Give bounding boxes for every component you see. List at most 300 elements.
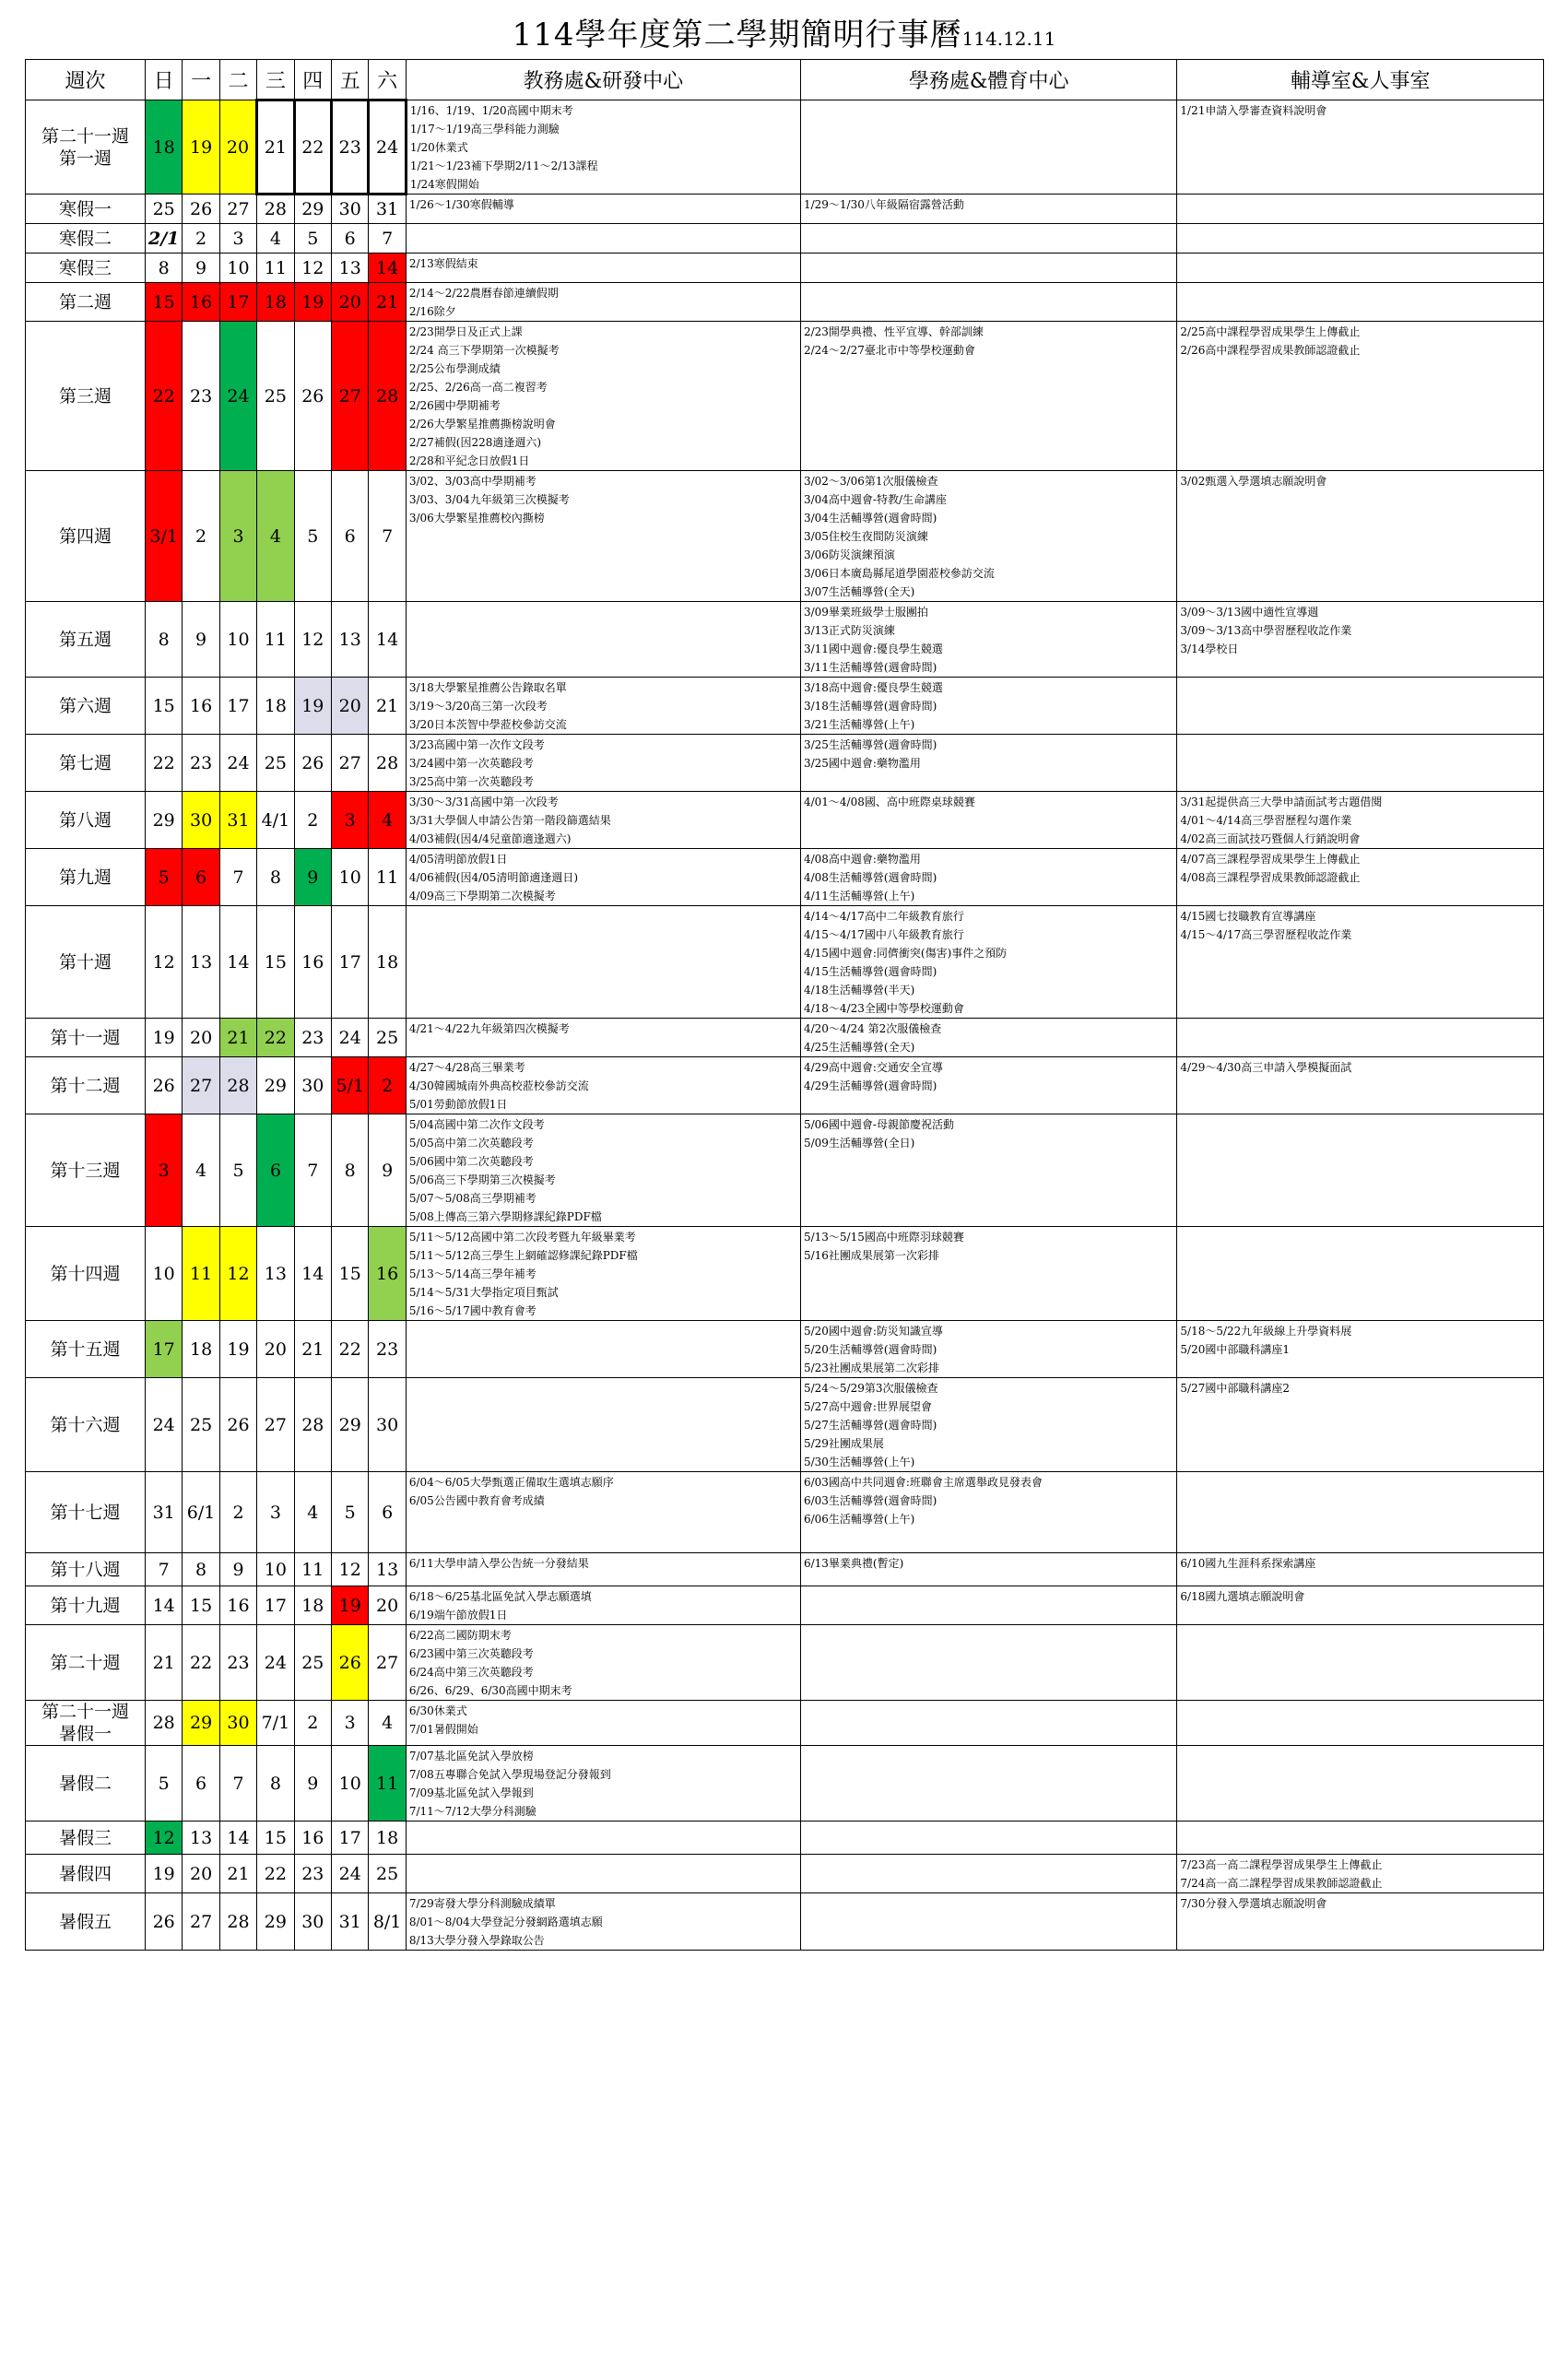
day-cell-sun: 2/1 xyxy=(145,224,182,253)
header-cell: 三 xyxy=(257,60,294,100)
event-item: 5/16社團成果展第一次彩排 xyxy=(803,1249,939,1262)
day-cell-sat: 7 xyxy=(369,471,406,602)
event-item: 3/23高國中第一次作文段考 xyxy=(408,738,545,751)
day-cell-tue: 2 xyxy=(219,1472,256,1553)
academic-events xyxy=(406,1472,800,1553)
day-cell-thu: 12 xyxy=(294,253,331,283)
event-item: 2/14～2/22農曆春節連續假期 xyxy=(408,287,559,300)
header-cell: 教務處&研發中心 xyxy=(406,60,800,100)
event-item: 6/13畢業典禮(暫定) xyxy=(803,1557,904,1570)
counsel-events xyxy=(1177,1553,1544,1586)
day-cell-sun: 14 xyxy=(145,1586,182,1625)
event-item: 5/04高國中第二次作文段考 xyxy=(408,1118,545,1131)
counsel-events xyxy=(1177,322,1544,471)
day-cell-thu: 26 xyxy=(294,735,331,792)
academic-events xyxy=(406,1822,800,1855)
event-item: 5/06國中週會-母親節慶祝活動 xyxy=(803,1118,954,1131)
student-events xyxy=(800,906,1176,1019)
week-label xyxy=(26,1227,146,1321)
student-events xyxy=(800,224,1176,253)
day-cell-sat: 8/1 xyxy=(369,1893,406,1951)
counsel-events xyxy=(1177,253,1544,283)
day-cell-mon: 2 xyxy=(183,224,219,253)
day-cell-wed: 22 xyxy=(257,1855,294,1893)
event-item: 1/17～1/19高三學科能力測驗 xyxy=(409,123,560,136)
event-item: 5/11～5/12高國中第二次段考暨九年級畢業考 xyxy=(408,1231,636,1244)
day-cell-thu: 18 xyxy=(294,1586,331,1625)
week-label-line: 第三週 xyxy=(58,385,112,407)
day-cell-wed: 17 xyxy=(257,1586,294,1625)
event-item: 1/26～1/30寒假輔導 xyxy=(408,198,514,211)
day-cell-sat: 18 xyxy=(369,906,406,1019)
week-label xyxy=(26,1822,146,1855)
event-item: 6/05公告國中教育會考成績 xyxy=(408,1494,545,1507)
counsel-events xyxy=(1177,1378,1544,1472)
day-cell-tue: 19 xyxy=(219,1321,256,1378)
week-label xyxy=(26,224,146,253)
day-cell-thu: 16 xyxy=(294,906,331,1019)
day-cell-tue: 24 xyxy=(219,735,256,792)
week-label-line: 第六週 xyxy=(58,695,112,716)
academic-events xyxy=(406,283,800,322)
day-cell-tue: 14 xyxy=(219,1822,256,1855)
event-item: 3/11國中週會:優良學生競選 xyxy=(803,643,943,655)
week-label-line: 第十三週 xyxy=(50,1160,121,1181)
header-cell: 二 xyxy=(219,60,256,100)
day-cell-tue: 16 xyxy=(219,1586,256,1625)
event-item: 4/11生活輔導營(上午) xyxy=(803,890,915,902)
page-title xyxy=(0,9,1568,54)
event-item: 1/21～1/23補下學期2/11～2/13課程 xyxy=(409,159,598,172)
event-item: 5/20生活輔導營(週會時間) xyxy=(803,1343,937,1356)
day-cell-wed: 15 xyxy=(257,1822,294,1855)
week-label-line: 第十四週 xyxy=(50,1263,121,1284)
event-item: 6/23國中第三次英聽段考 xyxy=(408,1647,534,1660)
week-label-line: 暑假二 xyxy=(58,1773,112,1794)
student-events xyxy=(800,1057,1176,1114)
event-item: 4/15國七技職教育宣導講座 xyxy=(1180,910,1316,923)
week-label-line: 寒假一 xyxy=(58,198,112,219)
week-label-line: 寒假三 xyxy=(58,257,112,278)
day-cell-mon: 29 xyxy=(183,1701,219,1746)
week-row xyxy=(26,1321,1544,1378)
day-cell-sat: 14 xyxy=(369,602,406,678)
week-row xyxy=(26,1586,1544,1625)
header-cell: 六 xyxy=(369,60,406,100)
day-cell-fri: 12 xyxy=(332,1553,369,1586)
day-cell-thu: 19 xyxy=(294,678,331,735)
week-label xyxy=(26,849,146,906)
day-cell-wed: 28 xyxy=(257,195,294,224)
day-cell-thu: 23 xyxy=(294,1855,331,1893)
day-cell-thu: 23 xyxy=(294,1019,331,1057)
event-item: 5/01勞動節放假1日 xyxy=(408,1098,508,1111)
week-label xyxy=(26,1625,146,1701)
week-label-line: 第十八週 xyxy=(50,1559,121,1580)
day-cell-sat: 30 xyxy=(369,1378,406,1472)
day-cell-fri: 24 xyxy=(332,1019,369,1057)
counsel-events xyxy=(1177,283,1544,322)
event-item: 6/03生活輔導營(週會時間) xyxy=(803,1494,937,1507)
event-item: 8/13大學分發入學錄取公告 xyxy=(408,1934,545,1947)
week-label-line: 第八週 xyxy=(58,809,112,831)
counsel-events xyxy=(1177,100,1544,195)
day-cell-thu: 14 xyxy=(294,1227,331,1321)
counsel-events xyxy=(1177,1586,1544,1625)
week-row xyxy=(26,1746,1544,1822)
student-events xyxy=(800,1701,1176,1746)
event-item: 6/03國高中共同週會:班聯會主席選舉政見發表會 xyxy=(803,1476,1043,1489)
week-row xyxy=(26,1227,1544,1321)
day-cell-sun: 7 xyxy=(145,1553,182,1586)
event-item: 4/21～4/22九年級第四次模擬考 xyxy=(408,1022,570,1035)
day-cell-mon: 13 xyxy=(183,906,219,1019)
event-item: 4/08生活輔導營(週會時間) xyxy=(803,871,937,884)
day-cell-sat: 18 xyxy=(369,1822,406,1855)
student-events xyxy=(800,1822,1176,1855)
event-item: 3/21生活輔導營(上午) xyxy=(803,718,915,731)
day-cell-thu: 9 xyxy=(294,1746,331,1822)
week-row xyxy=(26,1553,1544,1586)
day-cell-sat: 11 xyxy=(369,1746,406,1822)
event-item: 6/10國九生涯科系探索講座 xyxy=(1180,1557,1316,1570)
day-cell-fri: 10 xyxy=(332,849,369,906)
day-cell-mon: 6/1 xyxy=(183,1472,219,1553)
counsel-events xyxy=(1177,678,1544,735)
day-cell-sat: 27 xyxy=(369,1625,406,1701)
event-item: 5/07～5/08高三學期補考 xyxy=(408,1192,536,1205)
event-item: 2/13寒假結束 xyxy=(408,257,478,270)
event-item: 5/16～5/17國中教育會考 xyxy=(408,1304,536,1317)
week-label-line: 第十七週 xyxy=(50,1502,121,1523)
week-label-line: 第五週 xyxy=(58,629,112,650)
event-item: 5/11～5/12高三學生上網確認修課紀錄PDF檔 xyxy=(408,1249,638,1262)
event-item: 2/26高中課程學習成果教師認證截止 xyxy=(1180,344,1361,357)
day-cell-sat: 24 xyxy=(369,100,406,195)
day-cell-thu: 21 xyxy=(294,1321,331,1378)
event-item: 6/30休業式 xyxy=(408,1704,467,1717)
event-item: 4/01～4/14高三學習歷程勾選作業 xyxy=(1180,814,1352,827)
counsel-events xyxy=(1177,1472,1544,1553)
day-cell-wed: 13 xyxy=(257,1227,294,1321)
day-cell-wed: 6 xyxy=(257,1114,294,1227)
day-cell-wed: 4 xyxy=(257,224,294,253)
event-item: 3/13正式防災演練 xyxy=(803,624,895,637)
student-events xyxy=(800,735,1176,792)
day-cell-wed: 15 xyxy=(257,906,294,1019)
event-item: 2/25公布學測成績 xyxy=(408,362,501,375)
event-item: 5/20國中部職科講座1 xyxy=(1180,1343,1290,1356)
event-item: 4/15～4/17國中八年級教育旅行 xyxy=(803,928,964,941)
student-events xyxy=(800,1553,1176,1586)
day-cell-sat: 16 xyxy=(369,1227,406,1321)
day-cell-fri: 19 xyxy=(332,1586,369,1625)
academic-events xyxy=(406,1553,800,1586)
day-cell-sat: 4 xyxy=(369,792,406,849)
event-item: 4/06補假(因4/05清明節適逢週日) xyxy=(408,871,579,884)
counsel-events xyxy=(1177,735,1544,792)
day-cell-mon: 19 xyxy=(183,100,219,195)
event-item: 4/18～4/23全國中等學校運動會 xyxy=(803,1002,964,1015)
student-events xyxy=(800,1227,1176,1321)
event-item: 3/19～3/20高三第一次段考 xyxy=(408,700,548,713)
student-events xyxy=(800,849,1176,906)
day-cell-sun: 8 xyxy=(145,253,182,283)
event-item: 4/14～4/17高中二年級教育旅行 xyxy=(803,910,964,923)
day-cell-fri: 23 xyxy=(332,100,369,195)
day-cell-sun: 10 xyxy=(145,1227,182,1321)
event-item: 7/08五專聯合免試入學現場登記分發報到 xyxy=(408,1768,611,1781)
event-item: 4/15～4/17高三學習歷程收訖作業 xyxy=(1180,928,1352,941)
week-row xyxy=(26,283,1544,322)
academic-events xyxy=(406,471,800,602)
academic-events xyxy=(406,1227,800,1321)
student-events xyxy=(800,1378,1176,1472)
week-row xyxy=(26,1822,1544,1855)
student-events xyxy=(800,1114,1176,1227)
event-item: 5/05高中第二次英聽段考 xyxy=(408,1137,534,1150)
day-cell-tue: 9 xyxy=(219,1553,256,1586)
event-item: 3/09～3/13國中適性宣導週 xyxy=(1180,606,1319,619)
week-row xyxy=(26,906,1544,1019)
day-cell-thu: 25 xyxy=(294,1625,331,1701)
week-label xyxy=(26,100,146,195)
week-label xyxy=(26,1472,146,1553)
event-item: 3/05住校生夜間防災演練 xyxy=(803,530,928,543)
week-label-line: 第二十週 xyxy=(50,1652,121,1673)
event-item: 4/05清明節放假1日 xyxy=(408,853,508,866)
event-item: 6/24高中第三次英聽段考 xyxy=(408,1666,534,1679)
student-events xyxy=(800,1746,1176,1822)
week-label-line: 暑假五 xyxy=(58,1911,112,1932)
event-item: 5/27高中週會:世界展望會 xyxy=(803,1400,932,1413)
day-cell-sun: 21 xyxy=(145,1625,182,1701)
event-item: 3/02甄選入學選填志願說明會 xyxy=(1180,475,1327,488)
day-cell-wed: 18 xyxy=(257,678,294,735)
week-row xyxy=(26,253,1544,283)
day-cell-sun: 29 xyxy=(145,792,182,849)
event-item: 3/31起提供高三大學申請面試考古題借閱 xyxy=(1180,796,1383,808)
day-cell-fri: 5 xyxy=(332,1472,369,1553)
academic-events xyxy=(406,224,800,253)
day-cell-mon: 11 xyxy=(183,1227,219,1321)
day-cell-fri: 31 xyxy=(332,1893,369,1951)
day-cell-wed: 29 xyxy=(257,1893,294,1951)
week-row xyxy=(26,792,1544,849)
academic-events xyxy=(406,253,800,283)
week-label-line: 第十九週 xyxy=(50,1595,121,1616)
week-row xyxy=(26,1114,1544,1227)
day-cell-mon: 25 xyxy=(183,1378,219,1472)
week-row xyxy=(26,471,1544,602)
day-cell-fri: 3 xyxy=(332,1701,369,1746)
event-item: 2/28和平紀念日放假1日 xyxy=(408,454,530,467)
week-label-line: 第一週 xyxy=(58,147,112,169)
event-item: 6/06生活輔導營(上午) xyxy=(803,1513,915,1526)
day-cell-mon: 30 xyxy=(183,792,219,849)
week-label-line: 第七週 xyxy=(58,752,112,773)
day-cell-fri: 15 xyxy=(332,1227,369,1321)
student-events xyxy=(800,1893,1176,1951)
day-cell-wed: 25 xyxy=(257,322,294,471)
student-events xyxy=(800,1019,1176,1057)
day-cell-tue: 17 xyxy=(219,283,256,322)
day-cell-sat: 4 xyxy=(369,1701,406,1746)
event-item: 2/27補假(因228適逢週六) xyxy=(408,436,542,449)
week-label xyxy=(26,1586,146,1625)
event-item: 3/09～3/13高中學習歷程收訖作業 xyxy=(1180,624,1352,637)
day-cell-wed: 10 xyxy=(257,1553,294,1586)
day-cell-sat: 23 xyxy=(369,1321,406,1378)
day-cell-sun: 24 xyxy=(145,1378,182,1472)
day-cell-tue: 12 xyxy=(219,1227,256,1321)
counsel-events xyxy=(1177,792,1544,849)
day-cell-fri: 13 xyxy=(332,602,369,678)
day-cell-thu: 19 xyxy=(294,283,331,322)
day-cell-thu: 29 xyxy=(294,195,331,224)
event-item: 5/18～5/22九年級線上升學資料展 xyxy=(1180,1325,1352,1338)
day-cell-fri: 5/1 xyxy=(332,1057,369,1114)
day-cell-tue: 21 xyxy=(219,1019,256,1057)
day-cell-wed: 25 xyxy=(257,735,294,792)
event-item: 4/29生活輔導營(週會時間) xyxy=(803,1079,937,1092)
event-item: 3/04高中週會-特教/生命講座 xyxy=(803,493,947,506)
day-cell-mon: 27 xyxy=(183,1893,219,1951)
day-cell-sun: 26 xyxy=(145,1893,182,1951)
day-cell-thu: 30 xyxy=(294,1893,331,1951)
day-cell-sun: 3 xyxy=(145,1114,182,1227)
week-label xyxy=(26,322,146,471)
day-cell-sun: 5 xyxy=(145,1746,182,1822)
event-item: 3/25高中第一次英聽段考 xyxy=(408,775,534,788)
day-cell-thu: 26 xyxy=(294,322,331,471)
day-cell-thu: 9 xyxy=(294,849,331,906)
event-item: 4/29高中週會:交通安全宣導 xyxy=(803,1061,943,1074)
event-item: 2/26大學繁星推薦撕榜說明會 xyxy=(408,418,556,430)
event-item: 4/30韓國城南外典高校蒞校參訪交流 xyxy=(408,1079,589,1092)
event-item: 5/08上傳高三第六學期修課紀錄PDF檔 xyxy=(408,1210,602,1223)
student-events xyxy=(800,1586,1176,1625)
event-item: 7/01暑假開始 xyxy=(408,1723,478,1736)
week-label xyxy=(26,1019,146,1057)
day-cell-wed: 22 xyxy=(257,1019,294,1057)
event-item: 7/07基北區免試入學放榜 xyxy=(408,1750,534,1763)
day-cell-wed: 21 xyxy=(257,100,294,195)
day-cell-fri: 6 xyxy=(332,224,369,253)
event-item: 6/04～6/05大學甄選正備取生選填志願序 xyxy=(408,1476,614,1489)
event-item: 3/14學校日 xyxy=(1180,643,1239,655)
week-label xyxy=(26,678,146,735)
day-cell-tue: 27 xyxy=(219,195,256,224)
counsel-events xyxy=(1177,1746,1544,1822)
day-cell-fri: 10 xyxy=(332,1746,369,1822)
student-events xyxy=(800,792,1176,849)
day-cell-sat: 9 xyxy=(369,1114,406,1227)
week-label xyxy=(26,1114,146,1227)
day-cell-sun: 15 xyxy=(145,678,182,735)
day-cell-fri: 20 xyxy=(332,283,369,322)
event-item: 5/14～5/31大學指定項目甄試 xyxy=(408,1286,559,1299)
student-events xyxy=(800,1625,1176,1701)
event-item: 4/27～4/28高三畢業考 xyxy=(408,1061,525,1074)
event-item: 6/11大學申請入學公告統一分發結果 xyxy=(408,1557,589,1570)
day-cell-wed: 4 xyxy=(257,471,294,602)
day-cell-fri: 13 xyxy=(332,253,369,283)
week-row xyxy=(26,322,1544,471)
day-cell-sun: 19 xyxy=(145,1855,182,1893)
academic-events xyxy=(406,100,800,195)
academic-events xyxy=(406,1701,800,1746)
event-item: 7/24高一高二課程學習成果教師認證截止 xyxy=(1180,1877,1383,1890)
event-item: 3/25國中週會:藥物濫用 xyxy=(803,757,921,770)
counsel-events xyxy=(1177,195,1544,224)
day-cell-fri: 22 xyxy=(332,1321,369,1378)
day-cell-tue: 28 xyxy=(219,1893,256,1951)
event-item: 4/01～4/08國、高中班際桌球競賽 xyxy=(803,796,975,808)
header-cell: 日 xyxy=(145,60,182,100)
day-cell-thu: 5 xyxy=(294,471,331,602)
student-events xyxy=(800,471,1176,602)
event-item: 6/18國九選填志願說明會 xyxy=(1180,1590,1305,1603)
day-cell-tue: 10 xyxy=(219,602,256,678)
day-cell-sat: 28 xyxy=(369,322,406,471)
week-row xyxy=(26,735,1544,792)
event-item: 4/15生活輔導營(週會時間) xyxy=(803,965,937,978)
day-cell-sun: 5 xyxy=(145,849,182,906)
counsel-events xyxy=(1177,1019,1544,1057)
day-cell-fri: 24 xyxy=(332,1855,369,1893)
calendar-date: 114.12.11 xyxy=(961,28,1056,50)
day-cell-wed: 24 xyxy=(257,1625,294,1701)
day-cell-tue: 17 xyxy=(219,678,256,735)
week-label xyxy=(26,195,146,224)
event-item: 5/20國中週會:防災知識宣導 xyxy=(803,1325,943,1338)
week-row xyxy=(26,100,1544,195)
week-label xyxy=(26,1378,146,1472)
counsel-events xyxy=(1177,1855,1544,1893)
week-row xyxy=(26,1019,1544,1057)
event-item: 6/19端午節放假1日 xyxy=(408,1609,508,1621)
day-cell-tue: 14 xyxy=(219,906,256,1019)
day-cell-thu: 22 xyxy=(294,100,331,195)
day-cell-mon: 27 xyxy=(183,1057,219,1114)
day-cell-fri: 27 xyxy=(332,322,369,471)
day-cell-thu: 30 xyxy=(294,1057,331,1114)
day-cell-mon: 16 xyxy=(183,678,219,735)
event-item: 3/18高中週會:優良學生競選 xyxy=(803,681,943,694)
academic-events xyxy=(406,1893,800,1951)
week-label xyxy=(26,283,146,322)
event-item: 6/18～6/25基北區免試入學志願選填 xyxy=(408,1590,592,1603)
event-item: 5/09生活輔導營(全日) xyxy=(803,1137,915,1150)
day-cell-tue: 26 xyxy=(219,1378,256,1472)
event-item: 2/26國中學期補考 xyxy=(408,399,501,412)
event-item: 5/13～5/14高三學年補考 xyxy=(408,1267,536,1280)
event-item: 2/24 高三下學期第一次模擬考 xyxy=(408,344,560,357)
day-cell-mon: 4 xyxy=(183,1114,219,1227)
event-item: 2/25、2/26高一高二複習考 xyxy=(408,381,548,394)
student-events xyxy=(800,100,1176,195)
day-cell-thu: 12 xyxy=(294,602,331,678)
day-cell-thu: 4 xyxy=(294,1472,331,1553)
event-item: 2/23開學典禮、性平宣導、幹部訓練 xyxy=(803,325,984,338)
event-item: 6/26、6/29、6/30高國中期末考 xyxy=(408,1684,572,1697)
day-cell-mon: 15 xyxy=(183,1586,219,1625)
day-cell-sat: 21 xyxy=(369,283,406,322)
academic-events xyxy=(406,735,800,792)
event-item: 1/20休業式 xyxy=(409,141,468,154)
event-item: 3/06大學繁星推薦校內撕榜 xyxy=(408,512,545,525)
